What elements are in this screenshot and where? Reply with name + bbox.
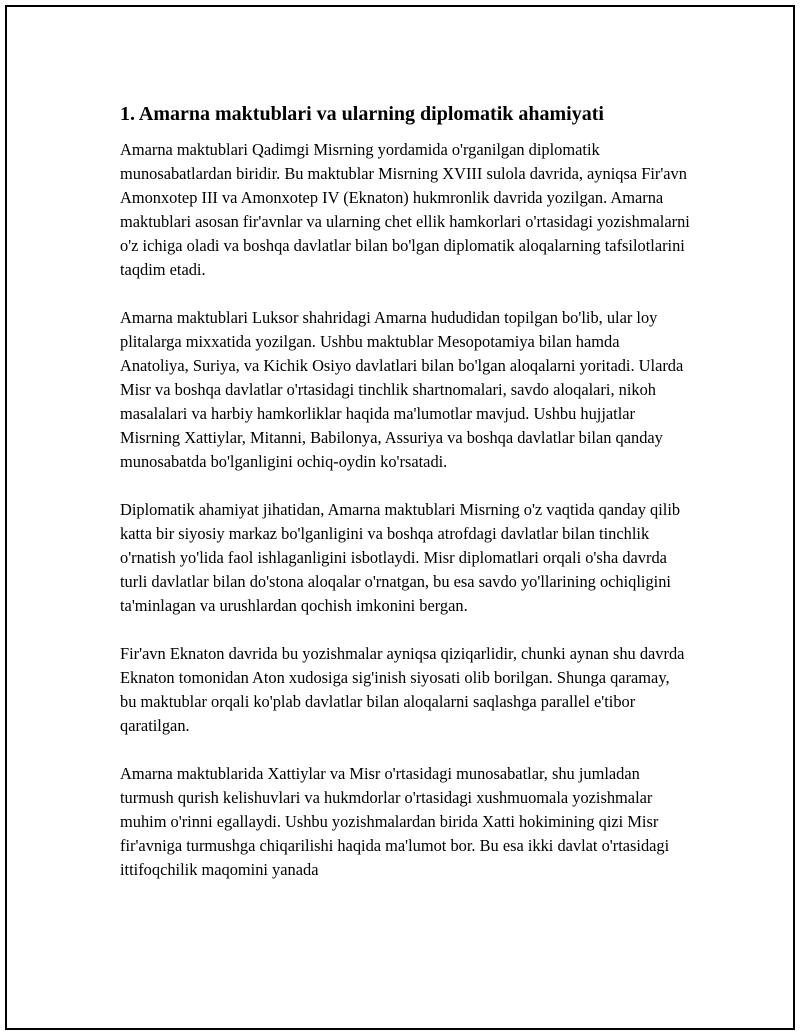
paragraph-1: Amarna maktublari Qadimgi Misrning yordamida o'rganilgan diplomatik munosabatlardan biridir. Bu maktublar Misrning XVIII sulola davrida, ayniqsa Fir'avn Amonxotep III va Amonxotep IV (Eknaton) hukmronlik davrida yozilgan. Amarna maktublari asosan fir'avnlar va ularning chet ellik hamkorlari o'rtasidagi yozishmalarni o'z ichiga oladi va boshqa davlatlar bilan bo'lgan diplomatik aloqalarning tafsilotlarini taqdim etadi. [120, 140, 690, 279]
paragraph-2: Amarna maktublari Luksor shahridagi Amarna hududidan topilgan bo'lib, ular loy plitalarga mixxatida yozilgan. Ushbu maktublar Mesopotamiya bilan hamda Anatoliya, Suriya, va Kichik Osiyo davlatlari bilan bo'lgan aloqalarni yoritadi. Ularda Misr va boshqa davlatlar o'rtasidagi tinchlik shartnomalari, savdo aloqalari, nikoh masalalari va harbiy hamkorliklar haqida ma'lumotlar mavjud. Ushbu hujjatlar Misrning Xattiylar, Mitanni, Babilonya, Assuriya va boshqa davlatlar bilan qanday munosabatda bo'lganligini ochiq-oydin ko'rsatadi. [120, 308, 684, 471]
section-heading: 1. Amarna maktublari va ularning diplomatik ahamiyati [120, 103, 604, 125]
paragraph-5: Amarna maktublarida Xattiylar va Misr o'rtasidagi munosabatlar, shu jumladan turmush qurish kelishuvlari va hukmdorlar o'rtasidagi xushmuomala yozishmalar muhim o'rinni egallaydi. Ushbu yozishmalardan birida Xatti hokimining qizi Misr fir'avniga turmushga chiqarilishi haqida ma'lumot bor. Bu esa ikki davlat o'rtasidagi ittifoqchilik maqomini yanada [120, 764, 670, 879]
paragraph-3: Diplomatik ahamiyat jihatidan, Amarna maktublari Misrning o'z vaqtida qanday qilib katta bir siyosiy markaz bo'lganligini va boshqa atrofdagi davlatlar bilan tinchlik o'rnatish yo'lida faol ishlaganligini isbotlaydi. Misr diplomatlari orqali o'sha davrda turli davlatlar bilan do'stona aloqalar o'rnatgan, bu esa savdo yo'llarining ochiqligini ta'minlagan va urushlardan qochish imkonini bergan. [120, 500, 681, 615]
page-frame [5, 5, 795, 1030]
paragraph-4: Fir'avn Eknaton davrida bu yozishmalar ayniqsa qiziqarlidir, chunki aynan shu davrda Eknaton tomonidan Aton xudosiga sig'inish siyosati olib borilgan. Shunga qaramay, bu maktublar orqali ko'plab davlatlar bilan aloqalarni saqlashga parallel e'tibor qaratilgan. [120, 644, 685, 735]
document-body [120, 99, 690, 906]
